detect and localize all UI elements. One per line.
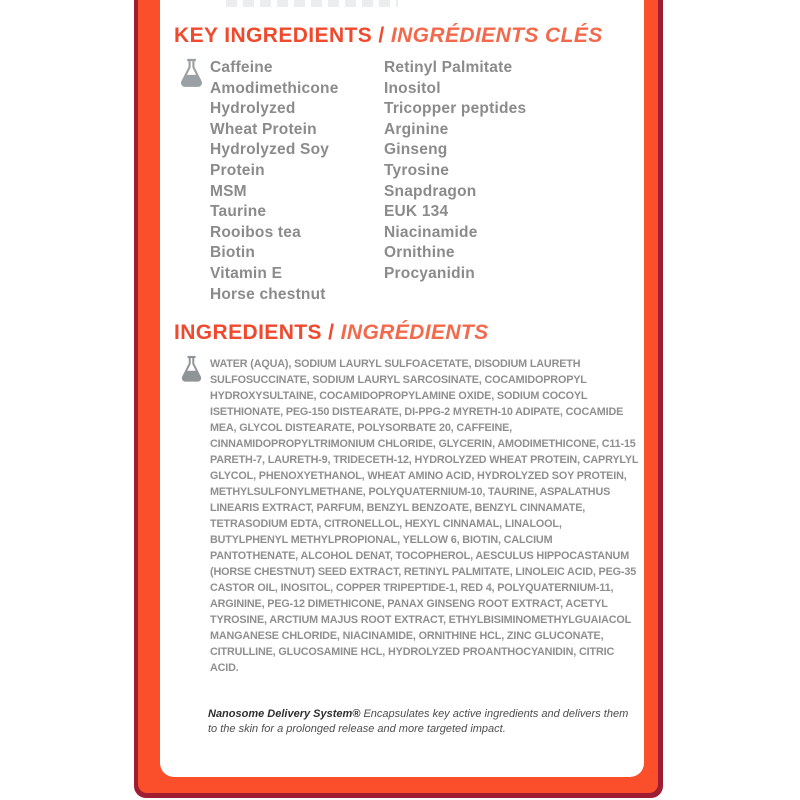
ingredient-line: Wheat Protein xyxy=(210,120,317,138)
ingredient-line: Procyanidin xyxy=(384,264,475,282)
ingredient-line: Horse chestnut xyxy=(210,285,326,303)
key-ingredients-column-2 xyxy=(384,58,526,285)
ingredient-line: Arginine xyxy=(384,120,449,138)
key-ingredients-column-1 xyxy=(210,58,339,305)
nanosome-note-text: Encapsulates key active ingredients and delivers them to the skin for a prolonged release and more targeted impact. xyxy=(208,708,629,735)
ingredient-line: Hydrolyzed xyxy=(210,100,296,118)
flask-icon xyxy=(179,58,204,87)
ingredient-line: Biotin xyxy=(210,244,256,262)
ingredient-line: Niacinamide xyxy=(384,223,478,241)
ingredients-title-fr: INGRÉDIENTS xyxy=(340,321,489,344)
ingredient-line: Caffeine xyxy=(210,59,273,76)
ingredient-line: Vitamin E xyxy=(210,264,283,282)
ingredient-line: Tricopper peptides xyxy=(384,100,527,118)
ingredient-line: Amodimethicone xyxy=(210,79,339,97)
ingredient-line: Hydrolyzed Soy xyxy=(210,141,330,159)
ingredient-line: Ginseng xyxy=(384,141,448,159)
nanosome-note xyxy=(208,707,632,737)
label-card xyxy=(160,0,644,777)
ingredient-line: Rooibos tea xyxy=(210,223,301,241)
ingredients-list-text: WATER (AQUA), SODIUM LAURYL SULFOACETATE, DISODIUM LAURETH SULFOSUCCINATE, SODIUM LAURYL SARCOSINATE, COCAMIDOPROPYL HYDROXYSULTAINE, COCAMIDOPROPYLAMINE OXIDE, SODIUM COCOYL ISETHIONATE, PEG-150 DISTEARATE, DI-PPG-2 MYRETH-10 ADIPATE, COCAMIDE MEA, GLYCOL DISTEARATE, POLYSORBATE 20, CAFFEINE, CINNAMIDOPROPYLTRIMONIUM CHLORIDE, GLYCERIN, AMODIMETHICONE, C11-15 PARETH-7, LAURETH-9, TRIDECETH-12, HYDROLYZED WHEAT PROTEIN, CAPRYLYL GLYCOL, PHENOXYETHANOL, WHEAT AMINO ACID, HYDROLYZED SOY PROTEIN, METHYLSULFONYLMETHANE, POLYQUATERNIUM-10, TAURINE, ASPALATHUS LINEARIS EXTRACT, PARFUM, BENZYL BENZOATE, BENZYL CINNAMATE, TETRASODIUM EDTA, CITRONELLOL, HEXYL CINNAMAL, LINALOOL, BUTYLPHENYL METHYLPROPIONAL, YELLOW 6, BIOTIN, CALCIUM PANTOTHENATE, ALCOHOL DENAT, TOCOPHEROL, AESCULUS HIPPOCASTANUM (HORSE CHESTNUT) SEED EXTRACT, RETINYL PALMITATE, LINOLEIC ACID, PEG-35 CASTOR OIL, INOSITOL, COPPER TRIPEPTIDE-1, RED 4, POLYQUATERNIUM-11, ARGININE, PEG-12 DIMETHICONE, PANAX GINSENG ROOT EXTRACT, ACETYL TYROSINE, ARCTIUM MAJUS ROOT EXTRACT, ETHYLBISIMINOMETHYLGUAIACOL MANGANESE CHLORIDE, NIACINAMIDE, ORNITHINE HCL, ZINC GLUCONATE, CITRULLINE, GLUCOSAMINE HCL, HYDROLYZED PROANTHOCYANIDIN, CITRIC ACID. xyxy=(210,358,639,674)
key-ingredients-title-fr: INGRÉDIENTS CLÉS xyxy=(390,24,603,47)
ingredient-line: Taurine xyxy=(210,203,267,221)
ingredients-heading xyxy=(174,321,489,345)
nanosome-note-title: Nanosome Delivery System® xyxy=(208,708,361,720)
ingredient-line: Inositol xyxy=(384,79,441,97)
ingredient-line: Snapdragon xyxy=(384,182,477,200)
ingredient-line: Tyrosine xyxy=(384,161,450,179)
key-ingredients-title-en: KEY INGREDIENTS / xyxy=(174,24,385,47)
ingredient-line: Retinyl Palmitate xyxy=(384,59,513,76)
key-ingredients-heading xyxy=(174,24,603,48)
flask-icon xyxy=(180,355,203,382)
ingredient-line: Ornithine xyxy=(384,244,455,262)
ingredient-line: MSM xyxy=(210,182,247,200)
ingredient-line: Protein xyxy=(210,161,265,179)
cutoff-text-remnant xyxy=(226,0,398,7)
ingredient-line: EUK 134 xyxy=(384,203,449,221)
ingredients-title-en: INGREDIENTS / xyxy=(174,321,335,344)
